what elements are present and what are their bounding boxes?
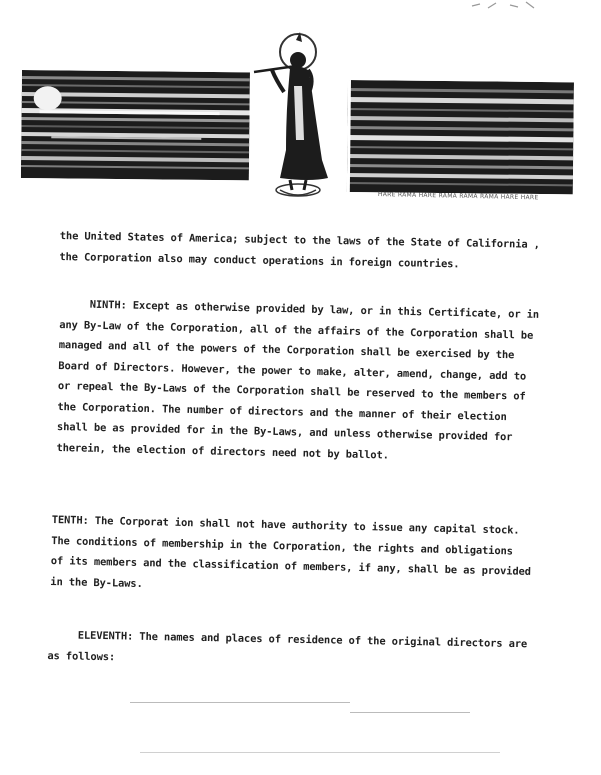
letterhead-band-left — [21, 70, 250, 180]
article-tenth — [50, 510, 532, 603]
scan-mark-icon — [470, 0, 540, 12]
text-line: the Corporation also may conduct operations in foreign countries. — [59, 250, 460, 270]
text-line: managed and all of the powers of the Corporation shall be exercised by the — [58, 338, 515, 362]
text-line: The conditions of membership in the Corporation, the rights and obligations — [51, 534, 514, 557]
scan-artifact — [140, 752, 500, 753]
scan-artifact — [130, 702, 350, 703]
letterhead-band-right — [347, 80, 574, 194]
text-line: NINTH: Except as otherwise provided by law, or in this Certificate, or in — [89, 298, 540, 321]
text-line: in the By-Laws. — [50, 575, 143, 590]
text-line: ELEVENTH: The names and places of residence of the original directors are — [77, 629, 528, 651]
text-line: therein, the election of directors need not by ballot. — [56, 441, 389, 462]
intro-paragraph — [59, 226, 540, 276]
text-line: as follows: — [47, 649, 116, 663]
article-ninth — [56, 294, 539, 469]
krishna-with-flute-icon — [250, 30, 346, 205]
text-line: or repeal the By-Laws of the Corporation shall be reserved to the members of — [57, 379, 526, 403]
text-line: the Corporation. The number of directors and the manner of their election — [57, 400, 507, 423]
text-line: any By-Law of the Corporation, all of the affairs of the Corporation shall be — [59, 318, 534, 342]
text-line: the United States of America; subject to the laws of the State of California , — [59, 229, 541, 251]
letterhead-motto: HARE RAMA HARE RAMA RAMA RAMA HARE HARE — [377, 191, 539, 202]
text-line: of its members and the classification of members, if any, shall be as provided — [50, 554, 532, 578]
text-line: Board of Directors. However, the power to make, alter, amend, change, add to — [58, 359, 527, 383]
article-eleventh — [47, 625, 527, 675]
text-line: TENTH: The Corporat ion shall not have authority to issue any capital stock. — [51, 513, 520, 537]
text-line: shall be as provided for in the By-Laws, and unless otherwise provided for — [56, 420, 513, 444]
scan-artifact — [350, 712, 470, 713]
